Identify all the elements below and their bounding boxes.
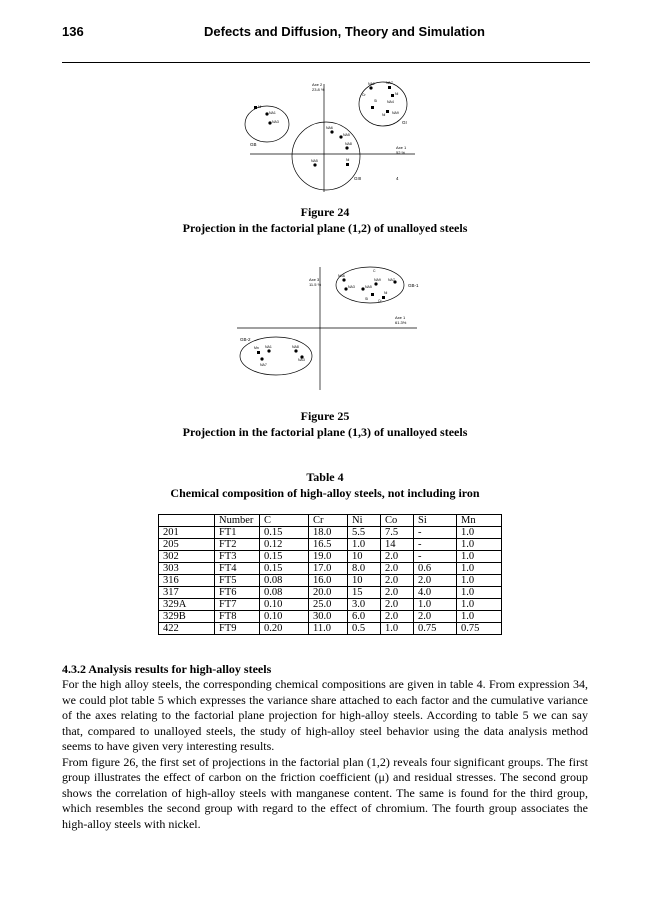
- point-label: NA8: [345, 142, 352, 146]
- group-gb-label: GB: [250, 142, 257, 147]
- data-point: [371, 106, 374, 109]
- table-row: [159, 575, 502, 587]
- paragraph: For the high alloy steels, the corresponding chemical compositions are given in table 4. From expression 34, we could plot table 5 which expresses the variance share attached to each factor and the cumulative variance of the axes relating to the factorial plane projection for high-alloy steels. According to table 5 we can say that, compared to unalloyed steels, the study of high-alloy steel behavior using the data analysis method seems to have given very interesting results.: [62, 677, 588, 753]
- table-cell: 316: [159, 575, 215, 587]
- point-label: Ni: [384, 291, 388, 295]
- table-cell: 1.0: [381, 623, 414, 635]
- data-point: [257, 351, 260, 354]
- table-cell: 11.0: [309, 623, 348, 635]
- data-point: [382, 296, 385, 299]
- data-point: [260, 357, 263, 360]
- group-gb-ellipse: [245, 106, 289, 142]
- table-cell: 1.0: [348, 539, 381, 551]
- table-cell: 0.10: [260, 599, 309, 611]
- table-cell: 1.0: [414, 599, 457, 611]
- table-cell: Number: [215, 515, 260, 527]
- table-cell: 10: [348, 575, 381, 587]
- table-cell: 7.5: [381, 527, 414, 539]
- point-label: NA4: [387, 100, 394, 104]
- axis-1-label: Axe 1: [396, 145, 407, 150]
- point-label: NA3: [272, 120, 279, 124]
- table-cell: [159, 515, 215, 527]
- figure-25-plot: [232, 262, 422, 392]
- table-cell: Cr: [309, 515, 348, 527]
- figure-24-label: Figure 24: [300, 205, 350, 219]
- data-point: [330, 130, 333, 133]
- table-cell: C: [260, 515, 309, 527]
- point-label: NA6: [338, 274, 345, 278]
- table-cell: 2.0: [381, 587, 414, 599]
- table-cell: 2.0: [381, 563, 414, 575]
- data-point: [342, 278, 345, 281]
- figure-24-caption: Projection in the factorial plane (1,2) of unalloyed steels: [182, 221, 468, 235]
- page-number: 136: [62, 24, 84, 39]
- table-cell: FT4: [215, 563, 260, 575]
- table-cell: 25.0: [309, 599, 348, 611]
- table-cell: 8.0: [348, 563, 381, 575]
- figure-25-label: Figure 25: [300, 409, 350, 423]
- table-cell: FT1: [215, 527, 260, 539]
- figure-24-plot: [240, 74, 420, 194]
- point-label: NA7: [386, 81, 393, 85]
- table-row: [159, 623, 502, 635]
- data-point: [374, 282, 377, 285]
- table-row: [159, 599, 502, 611]
- table-cell: 1.0: [457, 551, 502, 563]
- corner-number: 4: [396, 176, 399, 181]
- table-row: [159, 551, 502, 563]
- table-cell: 201: [159, 527, 215, 539]
- point-label: NA7: [260, 363, 267, 367]
- table-cell: 3.0: [348, 599, 381, 611]
- table-cell: 0.6: [414, 563, 457, 575]
- point-label: NA5: [365, 285, 372, 289]
- table-cell: FT5: [215, 575, 260, 587]
- table-cell: 205: [159, 539, 215, 551]
- axis-3-value: 11.5 %: [309, 282, 322, 287]
- section-heading: 4.3.2 Analysis results for high-alloy steels: [62, 662, 272, 676]
- data-point: [294, 349, 297, 352]
- table-cell: 19.0: [309, 551, 348, 563]
- table-cell: 5.5: [348, 527, 381, 539]
- axis-1-label: Axe 1: [395, 315, 406, 320]
- point-label: Ni: [395, 92, 399, 96]
- table-cell: 1.0: [457, 587, 502, 599]
- table-cell: 1.0: [457, 599, 502, 611]
- table-cell: 6.0: [348, 611, 381, 623]
- running-title: Defects and Diffusion, Theory and Simulation: [204, 24, 485, 39]
- table-cell: 30.0: [309, 611, 348, 623]
- data-point: [346, 163, 349, 166]
- axis-2-value: 23.8 %: [312, 87, 325, 92]
- point-label: Ni: [258, 105, 262, 109]
- group-gb2-label: GB-2: [240, 337, 251, 342]
- table-cell: 1.0: [457, 527, 502, 539]
- point-label: NA1: [265, 345, 272, 349]
- table-cell: -: [414, 539, 457, 551]
- table-cell: 0.10: [260, 611, 309, 623]
- table-cell: 317: [159, 587, 215, 599]
- axis-2-label: Axe 2: [312, 82, 323, 87]
- figure-25-caption: Projection in the factorial plane (1,3) of unalloyed steels: [182, 425, 468, 439]
- data-point: [267, 349, 270, 352]
- point-label: NA7: [388, 278, 395, 282]
- table-cell: 2.0: [414, 575, 457, 587]
- point-label: NA9: [374, 278, 381, 282]
- data-point: [391, 94, 394, 97]
- table-cell: FT3: [215, 551, 260, 563]
- table-cell: 0.75: [457, 623, 502, 635]
- table-cell: 4.0: [414, 587, 457, 599]
- table-row: [159, 587, 502, 599]
- table-row: [159, 539, 502, 551]
- table-cell: 0.15: [260, 527, 309, 539]
- header-rule: [62, 62, 590, 63]
- point-label: Mn: [254, 346, 259, 350]
- axis-3-label: Axe 3: [309, 277, 320, 282]
- data-point: [254, 106, 257, 109]
- table-cell: FT6: [215, 587, 260, 599]
- table-cell: FT2: [215, 539, 260, 551]
- point-label: NA3: [348, 285, 355, 289]
- table-cell: 2.0: [381, 599, 414, 611]
- data-point: [369, 86, 372, 89]
- table-cell: 10: [348, 551, 381, 563]
- table-cell: FT8: [215, 611, 260, 623]
- table-cell: 422: [159, 623, 215, 635]
- table-body: [159, 515, 502, 635]
- table-cell: 2.0: [381, 551, 414, 563]
- group-gb1-label: GB-1: [408, 283, 419, 288]
- table-cell: FT7: [215, 599, 260, 611]
- table-cell: 1.0: [457, 575, 502, 587]
- point-label: NA1: [269, 111, 276, 115]
- point-label: Si: [374, 99, 378, 103]
- table-4-caption: Chemical composition of high-alloy steels, not including iron: [170, 486, 480, 500]
- composition-table: [158, 514, 502, 635]
- group-gi-ellipse: [359, 82, 407, 126]
- table-cell: 329B: [159, 611, 215, 623]
- point-label: Ni: [346, 158, 350, 162]
- table-cell: 1.0: [457, 611, 502, 623]
- point-label: NA8: [292, 345, 299, 349]
- point-label: NA5: [343, 133, 350, 137]
- table-cell: 0.15: [260, 563, 309, 575]
- point-label: NA6: [326, 126, 333, 130]
- table-cell: Co: [381, 515, 414, 527]
- table-cell: 302: [159, 551, 215, 563]
- data-point: [386, 110, 389, 113]
- page-header: [0, 0, 650, 64]
- point-label: Cr: [378, 299, 382, 303]
- table-cell: 2.0: [381, 611, 414, 623]
- point-label: Si: [365, 297, 369, 301]
- section-body: [62, 677, 588, 832]
- table-row: [159, 611, 502, 623]
- table-cell: 0.12: [260, 539, 309, 551]
- table-cell: 15: [348, 587, 381, 599]
- group-giii-label: GIII: [354, 176, 362, 181]
- point-label: NA5: [311, 159, 318, 163]
- table-cell: 329A: [159, 599, 215, 611]
- table-cell: 16.5: [309, 539, 348, 551]
- point-label: NA2: [368, 82, 375, 86]
- data-point: [345, 146, 348, 149]
- table-cell: 18.0: [309, 527, 348, 539]
- table-cell: 16.0: [309, 575, 348, 587]
- group-gi-label: GI: [402, 120, 407, 125]
- table-row: [159, 563, 502, 575]
- table-header-row: [159, 515, 502, 527]
- paragraph: From figure 26, the first set of projections in the factorial plan (1,2) reveals four significant groups. The first group illustrates the effect of carbon on the friction coefficient (μ) and residual stresses. The second group shows the correlation of high-alloy steels with manganese content. The same is found for the third group, which resembles the second group with regard to the effect of chromium. The fourth group associates the high-alloy steels with nickel.: [62, 754, 588, 831]
- table-cell: 303: [159, 563, 215, 575]
- table-cell: 0.08: [260, 575, 309, 587]
- axis-1-value: 61.3%: [395, 320, 407, 325]
- table-cell: -: [414, 527, 457, 539]
- point-label: Ni: [382, 113, 386, 117]
- axis-1-value: 52 %: [396, 150, 406, 155]
- table-cell: 0.75: [414, 623, 457, 635]
- point-label: NA9: [392, 111, 399, 115]
- table-cell: 1.0: [457, 539, 502, 551]
- point-label: C: [373, 269, 376, 273]
- table-cell: 20.0: [309, 587, 348, 599]
- data-point: [388, 86, 391, 89]
- table-cell: Mn: [457, 515, 502, 527]
- table-cell: 0.20: [260, 623, 309, 635]
- table-cell: 17.0: [309, 563, 348, 575]
- table-cell: 0.15: [260, 551, 309, 563]
- table-cell: 2.0: [381, 575, 414, 587]
- table-cell: 14: [381, 539, 414, 551]
- table-cell: 0.5: [348, 623, 381, 635]
- table-cell: 0.08: [260, 587, 309, 599]
- table-cell: Ni: [348, 515, 381, 527]
- table-cell: -: [414, 551, 457, 563]
- table-cell: Si: [414, 515, 457, 527]
- point-label: Cr: [362, 93, 366, 97]
- data-point: [313, 163, 316, 166]
- table-cell: 2.0: [414, 611, 457, 623]
- table-row: [159, 527, 502, 539]
- table-4-label: Table 4: [306, 470, 344, 484]
- table-cell: 1.0: [457, 563, 502, 575]
- point-label: NA3: [298, 358, 305, 362]
- table-cell: FT9: [215, 623, 260, 635]
- data-point: [371, 293, 374, 296]
